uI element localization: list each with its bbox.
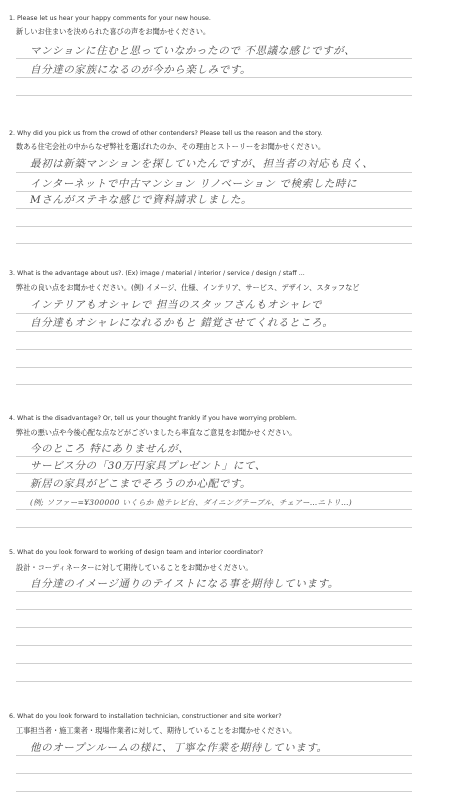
answer-3-line-2: 自分達もオシャレになれるかもと 錯覚させてくれるところ。	[30, 317, 334, 329]
question-3-english: 3. What is the advantage about us?. (Ex) image / material / interior / service / design / staff ...	[9, 270, 305, 277]
answer-rule	[16, 491, 412, 492]
answer-rule	[16, 456, 412, 457]
answer-2-line-3: Mさんがステキな感じで資料請求しました。	[30, 194, 253, 206]
answer-rule	[16, 591, 412, 592]
answer-rule	[16, 243, 412, 244]
answer-rule	[16, 313, 412, 314]
answer-3-line-1: インテリアもオシャレで 担当のスタッフさんもオシャレで	[30, 299, 323, 311]
answer-rule	[16, 95, 412, 96]
answer-rule	[16, 663, 412, 664]
answer-rule	[16, 773, 412, 774]
question-6-english: 6. What do you look forward to installation technician, constructioner and site worker?	[9, 713, 282, 720]
question-4-english: 4. What is the disadvantage? Or, tell us your thought frankly if you have worrying problem.	[9, 415, 297, 422]
answer-6-line-1: 他のオープンルームの様に、丁寧な作業を期待しています。	[30, 742, 328, 754]
question-5-english: 5. What do you look forward to working of design team and interior coordinator?	[9, 549, 264, 556]
answer-4-line-2: サービス分の「30万円家具プレゼント」にて、	[30, 460, 266, 472]
answer-rule	[16, 681, 412, 682]
answer-2-line-1: 最初は新築マンションを探していたんですが、担当者の対応も良く、	[30, 158, 374, 170]
question-1-english: 1. Please let us hear your happy comments for your new house.	[9, 15, 211, 22]
answer-1-line-1: マンションに住むと思っていなかったので 不思議な感じですが、	[30, 45, 356, 57]
answer-rule	[16, 473, 412, 474]
answer-rule	[16, 77, 412, 78]
answer-rule	[16, 226, 412, 227]
answer-5-line-1: 自分達のイメージ通りのテイストになる事を期待しています。	[30, 578, 339, 590]
answer-rule	[16, 755, 412, 756]
question-2-english: 2. Why did you pick us from the crowd of other contenders? Please tell us the reason and the story.	[9, 130, 323, 137]
question-4-japanese: 弊社の悪い点や今後心配な点などがございましたら率直なご意見をお聞かせください。	[16, 428, 297, 437]
answer-rule	[16, 172, 412, 173]
answer-rule	[16, 627, 412, 628]
answer-rule	[16, 645, 412, 646]
answer-rule	[16, 208, 412, 209]
answer-rule	[16, 384, 412, 385]
question-1-japanese: 新しいお住まいを決められた喜びの声をお聞かせください。	[16, 27, 211, 36]
answer-rule	[16, 349, 412, 350]
answer-rule	[16, 509, 412, 510]
answer-4-line-4: (例; ソファー=¥300000 いくらか 他テレビ台、ダイニングテーブル、チェアー…ニトリ…)	[30, 498, 352, 507]
answer-rule	[16, 367, 412, 368]
question-6-japanese: 工事担当者・施工業者・現場作業者に対して、期待していることをお聞かせください。	[16, 726, 297, 735]
answer-rule	[16, 527, 412, 528]
answer-rule	[16, 791, 412, 792]
question-5-japanese: 設計・コーディネーターに対して期待していることをお聞かせください。	[16, 563, 253, 572]
answer-4-line-3: 新居の家具がどこまでそろうのか心配です。	[30, 478, 252, 490]
answer-4-line-1: 今のところ 特にありませんが、	[30, 443, 190, 455]
answer-rule	[16, 331, 412, 332]
question-2-japanese: 数ある住宅会社の中からなぜ弊社を選ばれたのか、その理由とストーリーをお聞かせください。	[16, 142, 326, 151]
answer-rule	[16, 609, 412, 610]
answer-1-line-2: 自分達の家族になるのが今から楽しみです。	[30, 64, 252, 76]
answer-rule	[16, 58, 412, 59]
question-3-japanese: 弊社の良い点をお聞かせください。(例) イメージ、仕様、インテリア、サービス、デザイン、スタッフなど	[16, 283, 360, 292]
answer-2-line-2: インターネットで中古マンション リノベーション で検索した時に	[30, 178, 358, 190]
